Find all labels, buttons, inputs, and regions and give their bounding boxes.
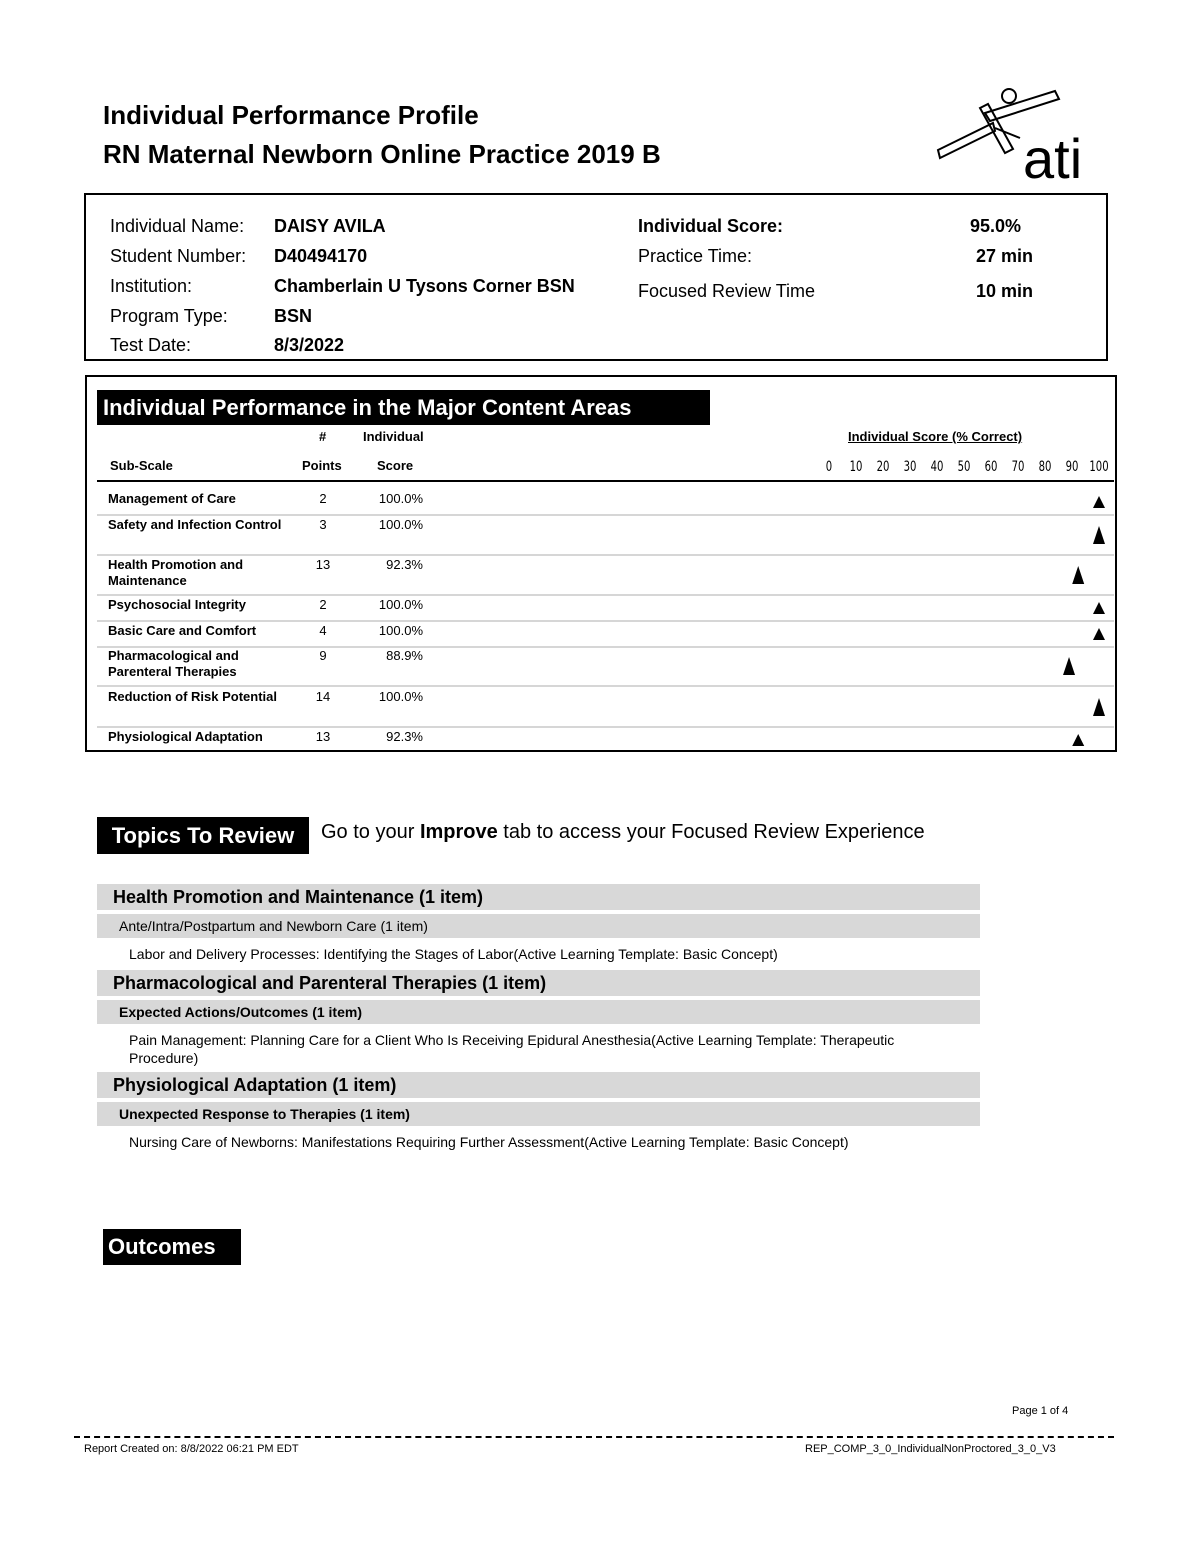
subscale-name: Physiological Adaptation	[108, 729, 263, 744]
score-marker	[1072, 566, 1084, 584]
subscale-points: 2	[319, 597, 327, 612]
subscale-score: 88.9%	[386, 648, 423, 663]
individual-name-label: Individual Name:	[110, 216, 245, 236]
subscale-score: 92.3%	[386, 729, 423, 744]
points-header-top: #	[319, 429, 327, 444]
score-marker	[1093, 526, 1105, 544]
subscale-points: 3	[319, 517, 327, 532]
subscale-name: Safety and Infection Control	[108, 517, 282, 532]
axis-tick-label: 80	[1038, 459, 1052, 475]
focused-review-label: Focused Review Time	[638, 281, 816, 301]
score-marker	[1093, 698, 1105, 716]
report-id: REP_COMP_3_0_IndividualNonProctored_3_0_V3	[805, 1443, 1056, 1455]
chart-title: Individual Score (% Correct)	[848, 429, 1023, 444]
outcomes-banner: Outcomes	[103, 1229, 241, 1265]
score-marker	[1093, 628, 1105, 640]
practice-time-label: Practice Time:	[638, 246, 753, 266]
subscale-score: 100.0%	[378, 517, 423, 532]
subscale-name: Reduction of Risk Potential	[108, 689, 278, 704]
score-marker	[1063, 657, 1075, 675]
institution-value: Chamberlain U Tysons Corner BSN	[274, 276, 575, 296]
student-number-label: Student Number:	[110, 246, 247, 266]
score-header: Score	[377, 458, 414, 473]
axis-tick-label: 60	[984, 459, 998, 475]
topic-category: Pharmacological and Parenteral Therapies (1 item)	[97, 970, 980, 996]
topic-item: Pain Management: Planning Care for a Client Who Is Receiving Epidural Anesthesia(Active Learning Template: Therapeutic Procedure)	[129, 1032, 895, 1066]
subscale-score: 92.3%	[386, 557, 423, 572]
subscale-header: Sub-Scale	[110, 458, 173, 473]
axis-tick-label: 40	[930, 459, 944, 475]
svg-text:ati: ati	[1023, 127, 1083, 183]
program-type-value: BSN	[274, 306, 313, 326]
axis-tick-label: 30	[903, 459, 917, 475]
topic-subcategory: Unexpected Response to Therapies (1 item)	[97, 1102, 980, 1126]
practice-time-value: 27 min	[976, 246, 1034, 266]
score-marker	[1072, 734, 1084, 746]
axis-tick-label: 100	[1089, 459, 1109, 475]
subscale-name: Basic Care and Comfort	[108, 623, 257, 638]
axis-tick-label: 0	[825, 459, 833, 475]
subscale-points: 9	[319, 648, 327, 663]
topic-item: Nursing Care of Newborns: Manifestations Requiring Further Assessment(Active Learning Template: Basic Concept)	[129, 1134, 849, 1150]
subscale-points: 2	[319, 491, 327, 506]
axis-tick-label: 90	[1065, 459, 1079, 475]
axis-tick-label: 70	[1011, 459, 1025, 475]
subscale-name: Management of Care	[108, 491, 236, 506]
score-header-top: Individual	[363, 429, 424, 444]
student-number-value: D40494170	[274, 246, 368, 266]
topic-category: Physiological Adaptation (1 item)	[97, 1072, 980, 1098]
topics-banner: Topics To Review	[97, 817, 309, 854]
individual-name-value: DAISY AVILA	[274, 216, 386, 236]
performance-banner: Individual Performance in the Major Content Areas	[97, 390, 710, 425]
institution-label: Institution:	[110, 276, 193, 296]
page-number: Page 1 of 4	[1012, 1405, 1069, 1417]
topic-subcategory: Expected Actions/Outcomes (1 item)	[97, 1000, 980, 1024]
subscale-points: 13	[315, 729, 331, 744]
subscale-points: 14	[315, 689, 331, 704]
subscale-score: 100.0%	[378, 597, 423, 612]
topic-subcategory: Ante/Intra/Postpartum and Newborn Care (1 item)	[97, 914, 980, 938]
axis-tick-label: 20	[876, 459, 890, 475]
subscale-score: 100.0%	[378, 491, 423, 506]
subscale-name: Pharmacological and Parenteral Therapies	[108, 648, 239, 679]
test-date-label: Test Date:	[110, 335, 192, 355]
subscale-points: 13	[315, 557, 331, 572]
score-marker	[1093, 496, 1105, 508]
footer-divider	[74, 1436, 1114, 1438]
subscale-points: 4	[319, 623, 327, 638]
test-date-value: 8/3/2022	[274, 335, 345, 355]
axis-tick-label: 10	[849, 459, 863, 475]
report-created: Report Created on: 8/8/2022 06:21 PM EDT	[84, 1443, 299, 1455]
points-header: Points	[302, 458, 342, 473]
individual-score-label: Individual Score:	[638, 216, 784, 236]
topics-note: Go to your Improve tab to access your Focused Review Experience	[321, 821, 925, 843]
subscale-name: Health Promotion and Maintenance	[108, 557, 244, 588]
page-title: Individual Performance Profile	[103, 100, 479, 130]
score-marker	[1093, 602, 1105, 614]
subscale-score: 100.0%	[378, 623, 423, 638]
subscale-name: Psychosocial Integrity	[108, 597, 246, 612]
individual-score-value: 95.0%	[970, 216, 1022, 236]
program-type-label: Program Type:	[110, 306, 228, 326]
focused-review-value: 10 min	[976, 281, 1034, 301]
topic-item: Labor and Delivery Processes: Identifying the Stages of Labor(Active Learning Template: Basic Concept)	[129, 946, 778, 962]
test-name: RN Maternal Newborn Online Practice 2019 B	[103, 139, 661, 169]
axis-tick-label: 50	[957, 459, 971, 475]
topic-category: Health Promotion and Maintenance (1 item)	[97, 884, 980, 910]
subscale-score: 100.0%	[378, 689, 423, 704]
